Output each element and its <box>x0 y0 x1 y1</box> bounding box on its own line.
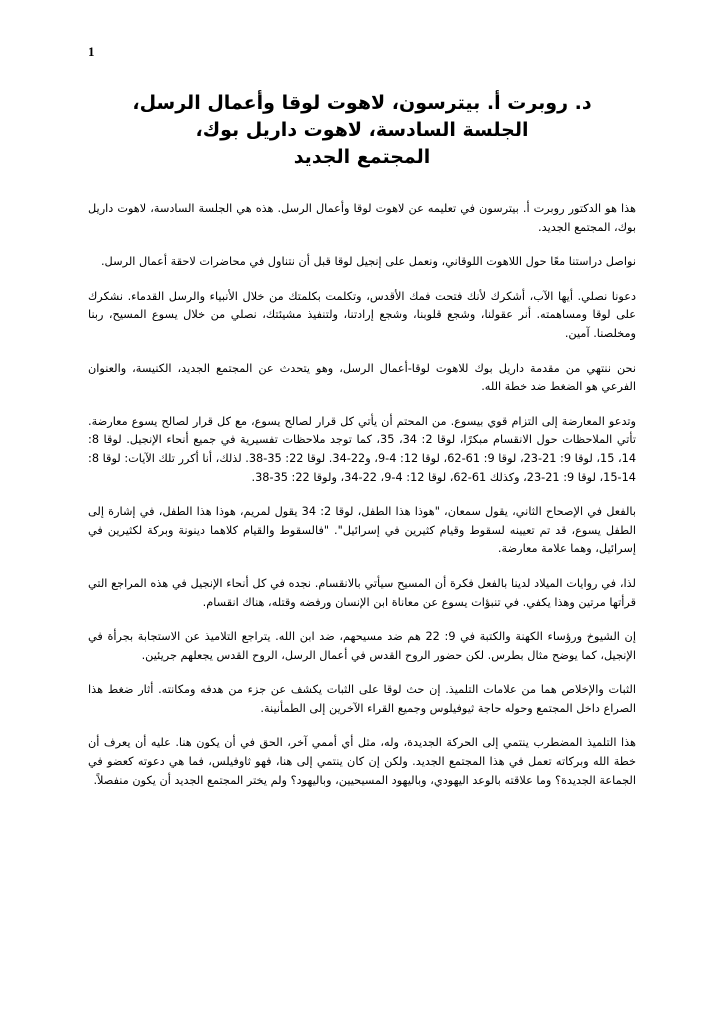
paragraph-1: هذا هو الدكتور روبرت أ. بيترسون في تعليمه عن لاهوت لوقا وأعمال الرسل. هذه هي الجلسة السادسة، لاهوت داريل بوك، المجتمع الجديد. <box>88 202 636 234</box>
paragraph-7: لذا، في روايات الميلاد لدينا بالفعل فكرة أن المسيح سيأتي بالانقسام. نجده في كل أنحاء الإنجيل في هذه المراجع التي قرأتها مرتين وهذا يكفي. في تنبؤات يسوع عن معاناة ابن الإنسان ورفضه وقتله، هناك انقسام. <box>88 576 636 609</box>
paragraph-10: هذا التلميذ المضطرب ينتمي إلى الحركة الجديدة، وله، مثل أي أممي آخر، الحق في أن يكون هنا. عليه أن يعرف أن خطة الله وبركاته تعمل في هذا المجتمع الجديد. ولكن إن كان ينتمي إلى هنا، فهو ثاوفيلس، فما هي دعوته كعضو في الجماعة الجديدة؟ وما علاقته بالوعد اليهودي، وباليهود المسيحيين، وباليهود؟ ولم يختر المجتمع الجديد أن يكون منفصلاً. <box>88 736 636 787</box>
paragraph-5: وتدعو المعارضة إلى التزام قوي بيسوع. من المحتم أن يأتي كل قرار لصالح يسوع، مع كل قرار لصالح يسوع معارضة. تأتي الملاحظات حول الانقسام مبكرًا، لوقا 2: 34، 35، كما توجد ملاحظات تفسيرية في جميع أنحاء الإنجيل. لوقا 8: 14، 15، لوقا 9: 21-23، لوقا 9: 61-62، لوقا 12: 4-9، و22-34. لوقا 22: 35-38. لذلك، أنا أكرر تلك الآيات: لوقا 8: 14-15، لوقا 9: 21-23، وكذلك 61-62، لوقا 12: 4-9، 22-34، ولوقا 22: 35-38. <box>88 414 637 484</box>
title-line-2: الجلسة السادسة، لاهوت داريل بوك، <box>195 119 529 141</box>
paragraph-3: دعونا نصلي. أيها الآب، أشكرك لأنك فتحت فمك الأقدس، وتكلمت بكلمتك من خلال الأنبياء والرسل القدماء. نشكرك على لوقا ومساهمته. أنر عقولنا، وشجع قلوبنا، وشجع إرادتنا، ولتنفيذ مشيئتك، نصلي من خلال يسوع المسيح، ربنا ومخلصنا. آمين. <box>88 289 636 340</box>
paragraph-6: بالفعل في الإصحاح الثاني، يقول سمعان، "هوذا هذا الطفل، لوقا 2: 34 يقول لمريم، هوذا هذا الطفل، في إشارة إلى الطفل يسوع، قد تم تعيينه لسقوط وقيام كثيرين في إسرائيل". "فالسقوط والقيام كلاهما دينونة وبركة لكثيرين في إسرائيل، وهما علامة معارضة. <box>88 505 636 556</box>
page-number: 1 <box>88 44 95 59</box>
document-body <box>88 200 636 806</box>
paragraph-4: نحن ننتهي من مقدمة داريل بوك للاهوت لوقا-أعمال الرسل، وهو يتحدث عن المجتمع الجديد، الكنيسة، والعنوان الفرعي هو الضغط ضد خطة الله. <box>88 361 636 394</box>
document-title <box>80 90 644 171</box>
paragraph-2: نواصل دراستنا معًا حول اللاهوت اللوقاني، ونعمل على إنجيل لوقا قبل أن نتناول في محاضرات لاحقة أعمال الرسل. <box>100 255 636 269</box>
title-line-3: المجتمع الجديد <box>293 146 431 168</box>
title-line-1: د. روبرت أ. بيترسون، لاهوت لوقا وأعمال الرسل، <box>132 92 592 114</box>
paragraph-8: إن الشيوخ ورؤساء الكهنة والكتبة في 9: 22 هم ضد مسيحهم، ضد ابن الله. يتراجع التلاميذ عن الاستجابة بجرأة في الإنجيل، كما يوضح مثال بطرس. لكن حضور الروح القدس في أعمال الرسل، الروح القدس يجعلهم جريئين. <box>88 630 636 662</box>
paragraph-9: الثبات والإخلاص هما من علامات التلميذ. إن حث لوقا على الثبات يكشف عن جزء من هدفه ومكانته. أثار ضغط هذا الصراع داخل المجتمع وحوله حاجة ثيوفيلوس وجميع القراء الآخرين إلى الطمأنينة. <box>88 683 636 715</box>
